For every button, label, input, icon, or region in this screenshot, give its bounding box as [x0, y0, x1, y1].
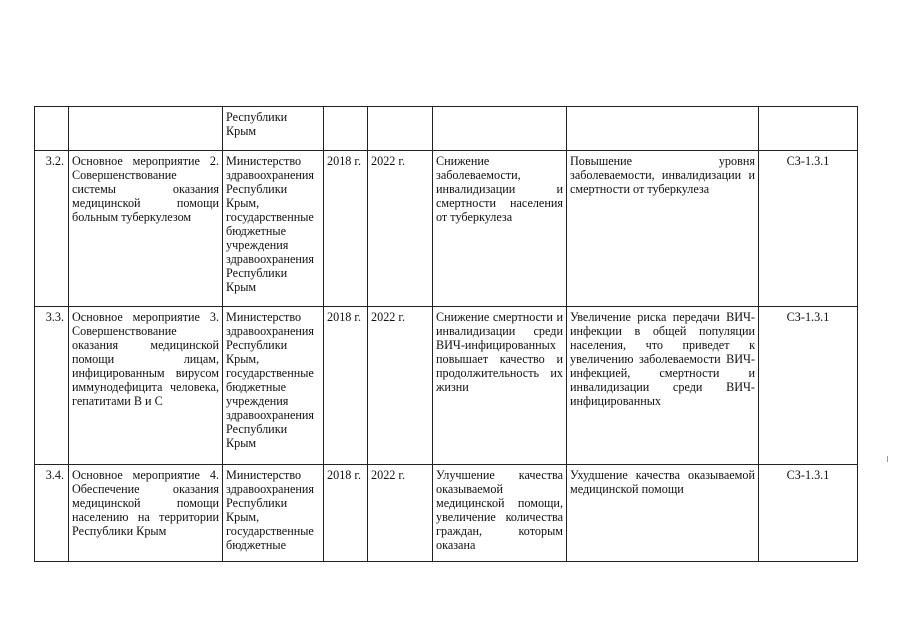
risk-consequence: Увеличение риска передачи ВИЧ-инфекции в общей популяции населения, что приведет к увеличению заболеваемости ВИЧ-инфекцией, смертности и инвалидизации среди ВИЧ-инфицированных: [567, 307, 759, 465]
cell-risk: [567, 107, 759, 151]
measure-name: Основное мероприятие 2. Совершенствование системы оказания медицинской помощи больным туберкулезом: [69, 151, 223, 307]
cell-name: [69, 107, 223, 151]
measures-table: [34, 106, 858, 562]
start-year: 2018 г.: [324, 465, 368, 562]
executor: Министерство здравоохранения Республики Крым, государственные бюджетные учреждения здравоохранения Республики Крым: [223, 307, 324, 465]
row-number: 3.2.: [35, 151, 69, 307]
cell-num: [35, 107, 69, 151]
measure-name: Основное мероприятие 4. Обеспечение оказания медицинской помощи населению на территории Республики Крым: [69, 465, 223, 562]
end-year: 2022 г.: [368, 307, 433, 465]
expected-result: Улучшение качества оказываемой медицинской помощи, увеличение количества граждан, которым оказана: [433, 465, 567, 562]
cell-result: [433, 107, 567, 151]
executor: Министерство здравоохранения Республики Крым, государственные бюджетные учреждения здравоохранения Республики Крым: [223, 151, 324, 307]
cell-executor: Республики Крым: [223, 107, 324, 151]
risk-consequence: Ухудшение качества оказываемой медицинской помощи: [567, 465, 759, 562]
indicator-link: СЗ-1.3.1: [759, 465, 858, 562]
measure-name: Основное мероприятие 3. Совершенствование оказания медицинской помощи лицам, инфицированным вирусом иммунодефицита человека, гепатитами В и С: [69, 307, 223, 465]
continuation-row: [35, 107, 858, 151]
table-row: [35, 307, 858, 465]
start-year: 2018 г.: [324, 307, 368, 465]
indicator-link: СЗ-1.3.1: [759, 151, 858, 307]
cell-end: [368, 107, 433, 151]
cell-start: [324, 107, 368, 151]
executor: Министерство здравоохранения Республики Крым, государственные бюджетные: [223, 465, 324, 562]
indicator-link: СЗ-1.3.1: [759, 307, 858, 465]
start-year: 2018 г.: [324, 151, 368, 307]
end-year: 2022 г.: [368, 465, 433, 562]
table-row: [35, 465, 858, 562]
expected-result: Снижение смертности и инвалидизации среди ВИЧ-инфицированных повышает качество и продолжительность их жизни: [433, 307, 567, 465]
row-number: 3.4.: [35, 465, 69, 562]
cell-link: [759, 107, 858, 151]
risk-consequence: Повышение уровня заболеваемости, инвалидизации и смертности от туберкулеза: [567, 151, 759, 307]
row-number: 3.3.: [35, 307, 69, 465]
table-row: [35, 151, 858, 307]
expected-result: Снижение заболеваемости, инвалидизации и смертности населения от туберкулеза: [433, 151, 567, 307]
scan-mark: [887, 456, 888, 462]
end-year: 2022 г.: [368, 151, 433, 307]
